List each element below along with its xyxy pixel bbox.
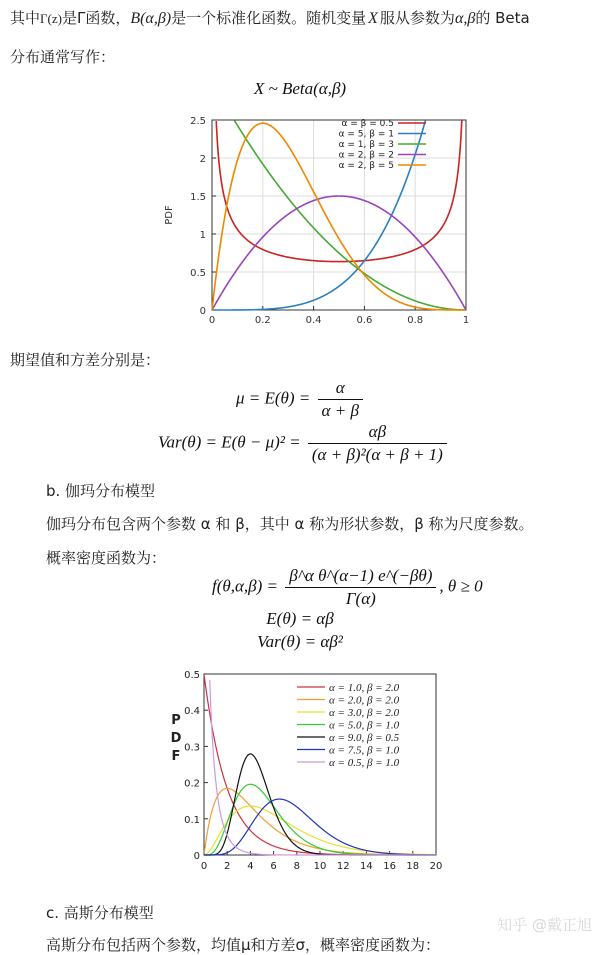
beta-pdf-chart [0,110,600,335]
gamma-pdf-lhs: f(θ,α,β) = [212,576,279,596]
gamma-legend-label: α = 9.0, β = 0.5 [329,732,400,744]
gamma-series-line [204,676,436,855]
intro-line-2: 分布通常写作： [10,48,116,66]
gamma-xtick-label: 10 [313,861,327,872]
gamma-ytick-label: 0.5 [184,670,200,681]
beta-legend-label: α = 5, β = 1 [338,129,394,140]
gamma-pdf-formula [212,565,483,610]
gamma-legend-label: α = 3.0, β = 2.0 [329,707,400,719]
beta-ytick-label: 2.5 [190,116,206,127]
gamma-mean-formula: E(θ) = αβ [266,609,334,628]
gamma-legend-label: α = 5.0, β = 1.0 [329,719,400,732]
beta-xtick-label: 1 [462,315,470,326]
intro-text-a: 其中 [10,9,41,27]
gamma-xtick-label: 20 [429,861,443,872]
gamma-ylabel-char: P [171,713,181,728]
beta-legend-label: α = 1, β = 3 [338,140,394,150]
beta-fn-symbol: B(α,β) [130,10,172,27]
beta-ytick-label: 1 [199,230,206,241]
beta-ytick-label: 2 [199,154,206,165]
gamma-description: 伽玛分布包含两个参数 α 和 β，其中 α 称为形状参数，β 称为尺度参数。 [46,515,534,533]
beta-chart-ylabel: PDF [164,205,175,225]
gamma-pdf-num: β^α θ^(α−1) e^(−βθ) [285,565,436,588]
gamma-legend-label: α = 0.5, β = 1.0 [329,757,400,769]
gamma-pdf-cond: , θ ≥ 0 [439,576,483,596]
gamma-xtick-label: 16 [383,861,396,872]
gamma-xtick-label: 4 [247,861,254,872]
params-symbol: α,β [454,10,476,27]
beta-xtick-label: 0.6 [356,315,373,326]
beta-xtick-label: 0.4 [305,315,322,326]
gamma-series-line [204,784,436,855]
gamma-legend-label: α = 1.0, β = 2.0 [329,682,400,694]
gamma-xtick-label: 14 [360,861,373,872]
gamma-pdf-den: Γ(α) [345,589,376,608]
beta-var-formula [158,421,450,466]
beta-legend-label: α = β = 0.5 [341,119,394,129]
gauss-heading: c. 高斯分布模型 [46,904,154,922]
gamma-heading: b. 伽玛分布模型 [46,482,156,500]
gamma-series-line [204,799,436,855]
intro-text-b: 是Γ函数， [61,9,131,27]
intro-text-c: 是一个标准化函数。随机变量 [171,9,367,27]
gamma-ytick-label: 0.2 [184,778,200,790]
intro-text-e: 的 Beta [475,9,530,27]
gamma-ylabel-char: D [170,731,182,746]
gamma-ylabel-char: F [171,749,181,764]
beta-mean-den: α + β [321,401,359,420]
zhihu-watermark: 知乎 @戴正旭 [497,916,592,934]
beta-mean-lhs: μ = E(θ) = [236,388,311,408]
gamma-xtick-label: 18 [406,861,420,872]
gamma-ytick-label: 0 [193,851,200,862]
gamma-ytick-label: 0.3 [184,742,200,754]
gamma-pdf-chart [0,662,600,887]
random-var-x: X [368,10,378,27]
gamma-legend-label: α = 2.0, β = 2.0 [329,694,400,707]
beta-ytick-label: 1.5 [190,192,206,203]
gamma-pdf-label: 概率密度函数为： [46,549,167,567]
intro-text-d: 服从参数为 [379,9,455,27]
gamma-chart-axes [184,670,442,872]
beta-xtick-label: 0 [208,315,216,326]
gauss-description: 高斯分布包括两个参数，均值μ和方差σ，概率密度函数为： [46,936,441,954]
gamma-xtick-label: 8 [293,861,300,872]
beta-var-num: αβ [308,421,447,444]
gamma-xtick-label: 6 [270,861,277,872]
gamma-xtick-label: 2 [224,861,231,872]
gamma-ytick-label: 0.4 [184,706,200,718]
beta-mean-num: α [318,377,363,400]
beta-legend-label: α = 2, β = 5 [338,161,394,171]
beta-var-den: (α + β)²(α + β + 1) [311,445,443,464]
gamma-chart-ylabel [171,713,182,764]
gamma-chart-series [204,676,436,855]
beta-xtick-label: 0.8 [407,315,424,326]
gamma-ytick-label: 0.1 [184,814,200,826]
gamma-chart-legend [297,682,400,769]
beta-ytick-label: 0.5 [190,268,206,279]
gamma-xtick-label: 12 [336,861,350,872]
gamma-series-line [204,788,436,855]
beta-var-lhs: Var(θ) = E(θ − μ)² = [158,432,301,452]
beta-xtick-label: 0.2 [254,315,271,326]
expectation-label: 期望值和方差分别是： [10,351,161,369]
beta-mean-formula [236,377,366,422]
beta-notation: X ~ Beta(α,β) [253,79,347,98]
beta-legend-label: α = 2, β = 2 [338,150,394,161]
gamma-legend-label: α = 7.5, β = 1.0 [329,744,400,757]
gamma-var-formula: Var(θ) = αβ² [257,632,343,651]
gamma-xtick-label: 0 [200,861,208,872]
beta-ytick-label: 0 [199,306,206,317]
gamma-series-line [210,680,436,855]
intro-line-1 [10,7,530,28]
gamma-z-symbol: Γ(z) [40,11,62,26]
